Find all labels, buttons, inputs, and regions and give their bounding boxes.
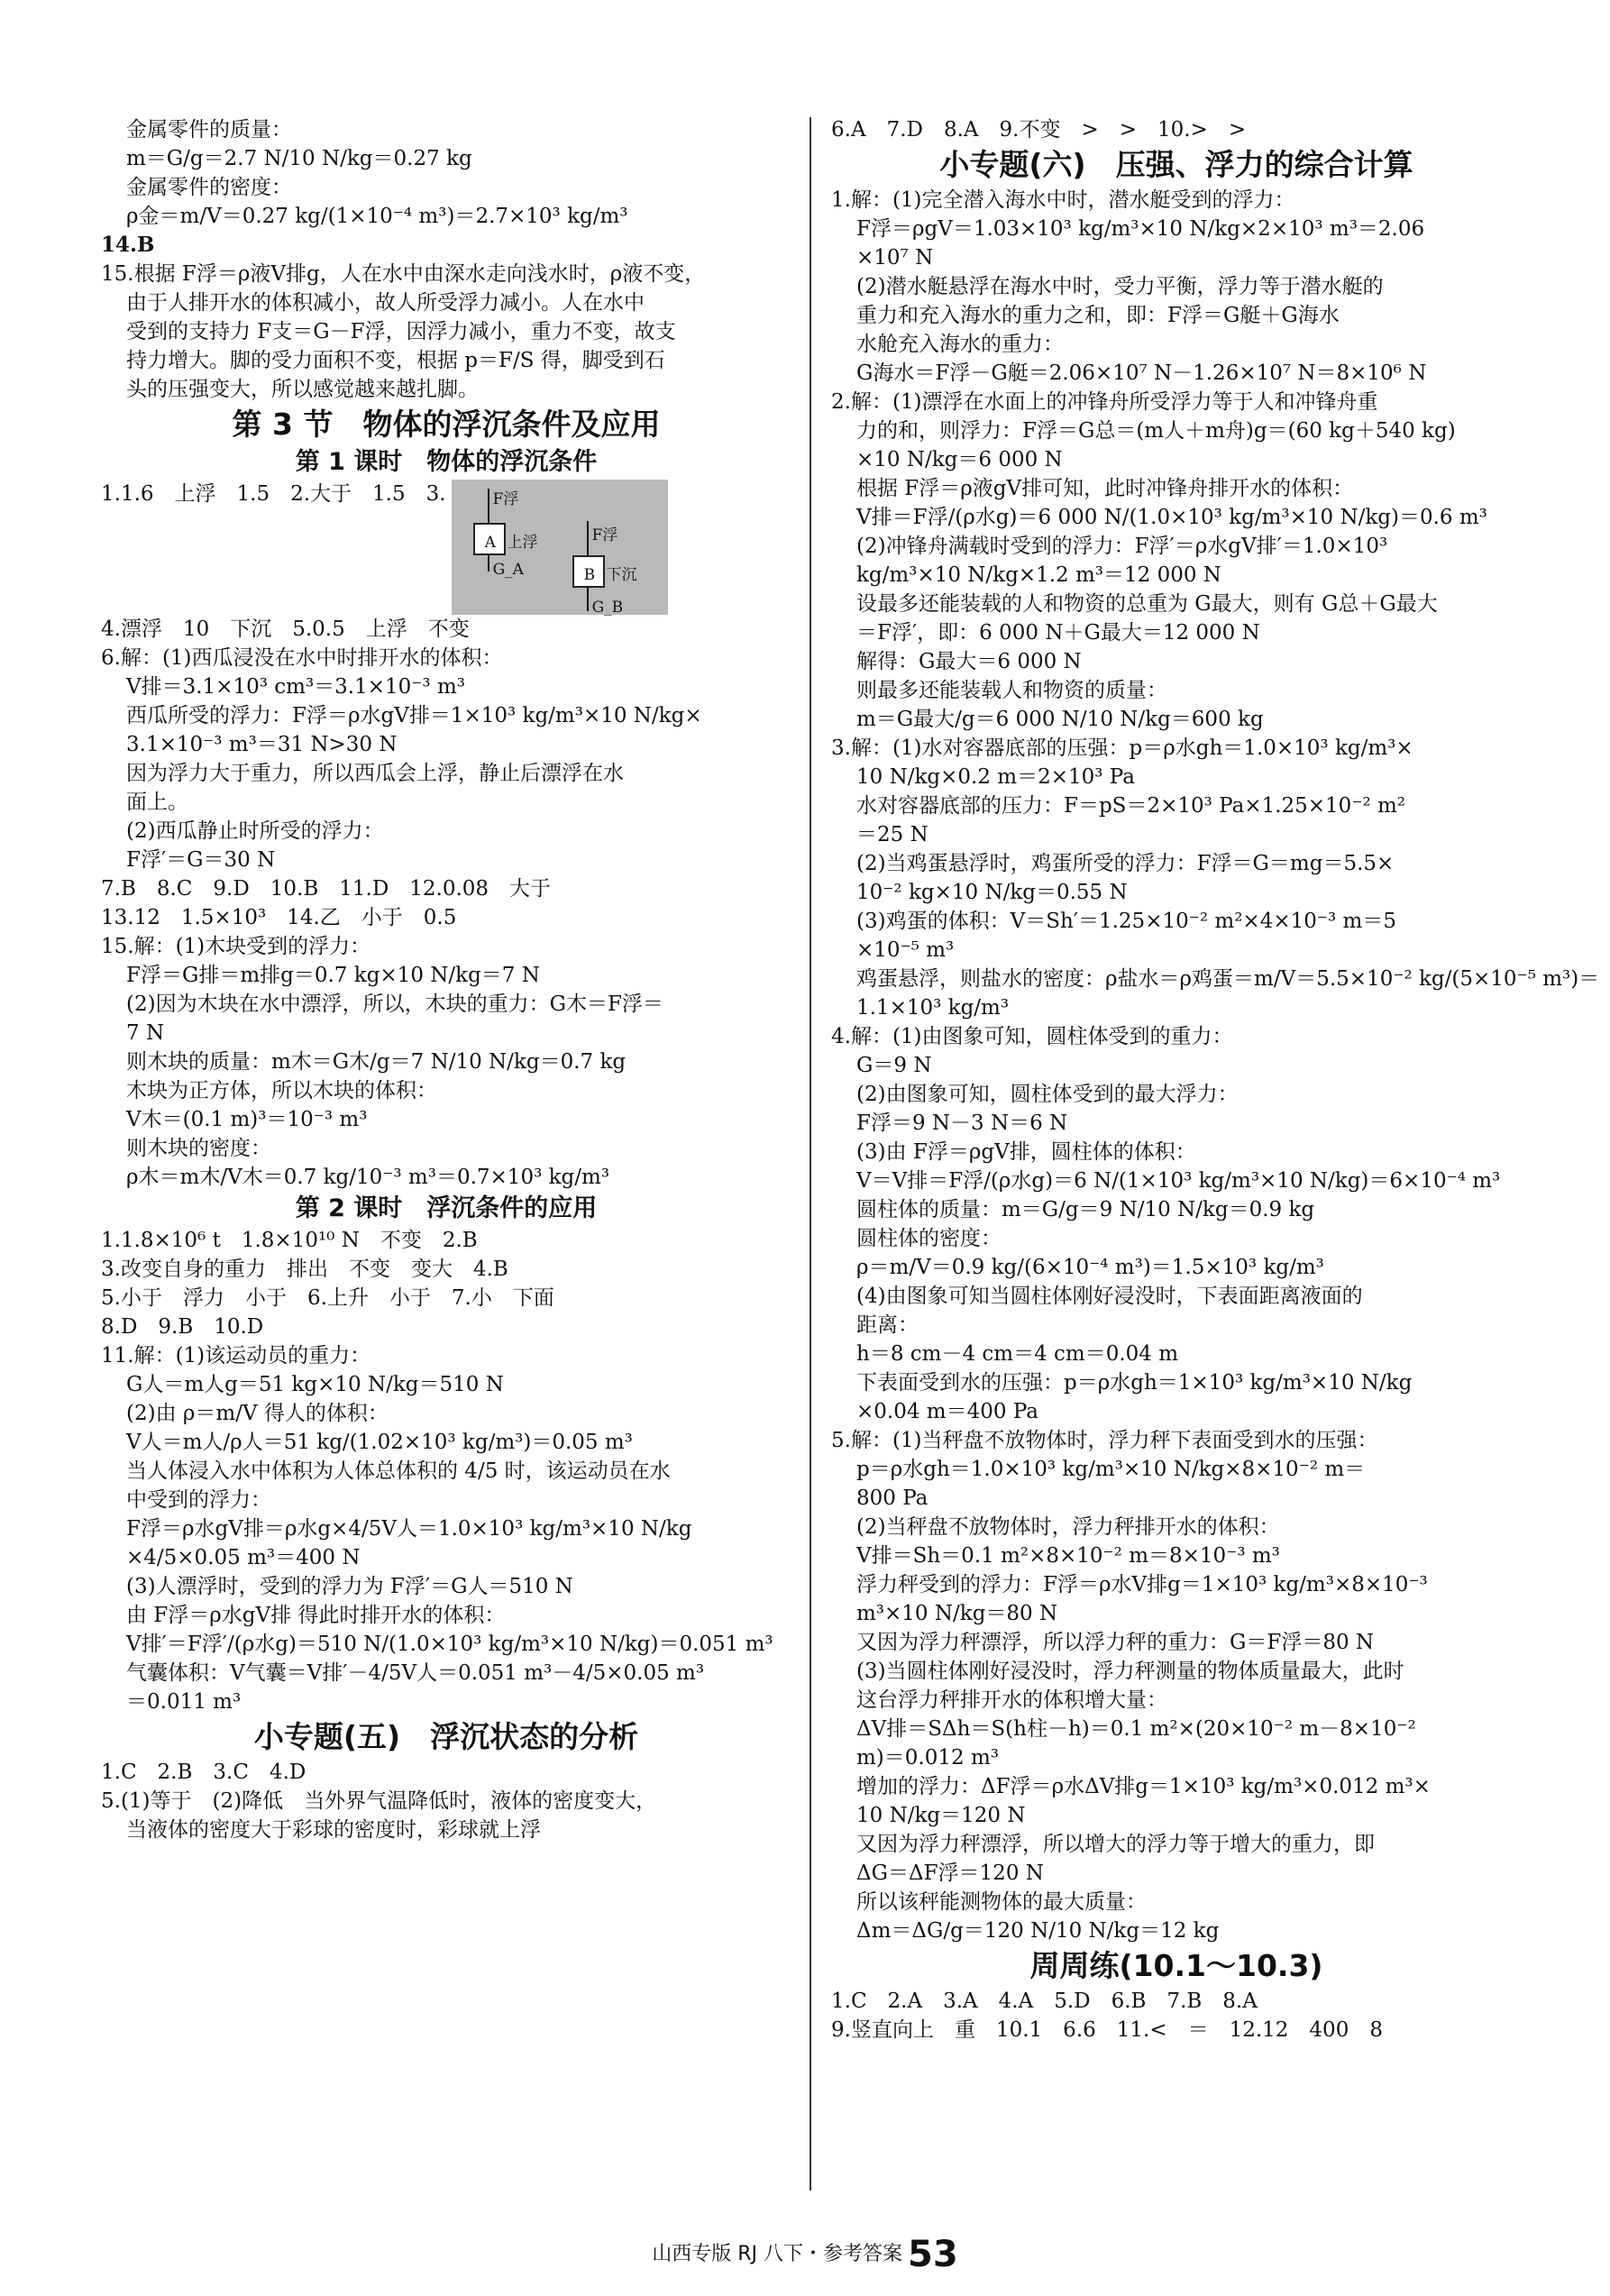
text-line: 10 N/kg＝120 N — [856, 1804, 1026, 1827]
text-line: 则最多还能装载人和物资的质量： — [856, 679, 1167, 702]
text-line: 鸡蛋悬浮，则盐水的密度：ρ盐水＝ρ鸡蛋＝m/V＝5.5×10⁻² kg/(5×10⁻⁵ m³)＝ — [856, 967, 1600, 991]
text-line: V排′＝F浮′/(ρ水g)＝510 N/(1.0×10³ kg/m³×10 N/kg)＝0.051 m³ — [126, 1633, 773, 1656]
answer-text: 1.1.6 上浮 1.5 2.大于 1.5 3. — [101, 482, 446, 506]
answer-line: 2.解：(1)漂浮在水面上的冲锋舟所受浮力等于人和冲锋舟重 — [831, 390, 1378, 414]
text-line: F浮′＝G＝30 N — [126, 848, 276, 872]
answer-line: 15.根据 F浮＝ρ液V排g，人在水中由深水走向浅水时，ρ液不变， — [101, 262, 706, 286]
text-line: ＝25 N — [856, 823, 928, 846]
text-line: ρ金＝m/V＝0.27 kg/(1×10⁻⁴ m³)＝2.7×10³ kg/m³ — [126, 205, 628, 228]
text-line: 浮力秤受到的浮力：F浮＝ρ水V排g＝1×10³ kg/m³×8×10⁻³ — [856, 1573, 1428, 1596]
text-line: 由 F浮＝ρ水gV排 得此时排开水的体积： — [126, 1604, 506, 1627]
text-line: (2)因为木块在水中漂浮，所以，木块的重力：G木＝F浮＝ — [126, 992, 663, 1016]
text-line: 距离： — [856, 1313, 919, 1337]
figure-label: A — [484, 534, 496, 552]
text-line: 则木块的质量：m木＝G木/g＝7 N/10 N/kg＝0.7 kg — [126, 1050, 627, 1074]
text-line: 7 N — [126, 1021, 165, 1045]
text-line: (2)潜水艇悬浮在海水中时，受力平衡，浮力等于潜水艇的 — [856, 275, 1384, 298]
text-line: ρ＝m/V＝0.9 kg/(6×10⁻⁴ m³)＝1.5×10³ kg/m³ — [856, 1256, 1324, 1279]
text-line: (3)当圆柱体刚好浸没时，浮力秤测量的物体质量最大，此时 — [856, 1660, 1404, 1683]
text-line: V排＝3.1×10³ cm³＝3.1×10⁻³ m³ — [126, 675, 465, 699]
text-line: 下表面受到水的压强：p＝ρ水gh＝1×10³ kg/m³×10 N/kg — [856, 1371, 1413, 1395]
text-line: 设最多还能装载的人和物资的总重为 G最大，则有 G总＋G最大 — [856, 592, 1438, 616]
text-line: 由于人排开水的体积减小，故人所受浮力减小。人在水中 — [126, 291, 645, 315]
lesson-heading: 第 1 课时 物体的浮沉条件 — [295, 448, 598, 476]
text-line: 力的和，则浮力：F浮＝G总＝(m人＋m舟)g＝(60 kg＋540 kg) — [856, 419, 1456, 443]
text-line: ×10⁻⁵ m³ — [856, 938, 955, 962]
answer-line — [101, 480, 791, 615]
text-line: 水对容器底部的压力：F＝pS＝2×10³ Pa×1.25×10⁻² m² — [856, 794, 1406, 818]
answer-line: 5.小于 浮力 小于 6.上升 小于 7.小 下面 — [101, 1286, 554, 1310]
text-line: ×10⁷ N — [856, 246, 934, 270]
text-line: F浮＝9 N－3 N＝6 N — [856, 1111, 1068, 1135]
text-line: G海水＝F浮－G艇＝2.06×10⁷ N－1.26×10⁷ N＝8×10⁶ N — [856, 361, 1427, 385]
text-line: m)＝0.012 m³ — [856, 1746, 999, 1770]
buoyancy-arrow-b — [587, 521, 589, 557]
answer-line: 3.改变自身的重力 排出 不变 变大 4.B — [101, 1258, 508, 1281]
text-line: m³×10 N/kg＝80 N — [856, 1602, 1058, 1625]
text-line: Δm＝ΔG/g＝120 N/10 N/kg＝12 kg — [856, 1919, 1220, 1943]
footer-text: 山西专版 RJ 八下・参考答案 — [652, 2243, 903, 2265]
text-line: m＝G/g＝2.7 N/10 N/kg＝0.27 kg — [126, 147, 472, 170]
left-column — [101, 115, 791, 1844]
topic-heading: 周周练(10.1～10.3) — [1029, 1948, 1323, 1983]
answer-line: 7.B 8.C 9.D 10.B 11.D 12.0.08 大于 — [101, 877, 552, 901]
text-line: (2)冲锋舟满载时受到的浮力：F浮′＝ρ水gV排′＝1.0×10³ — [856, 535, 1388, 558]
text-line: ×10 N/kg＝6 000 N — [856, 448, 1063, 471]
gravity-arrow-b — [587, 588, 589, 611]
figure-label: F浮 — [591, 526, 618, 544]
answer-line: 5.(1)等于 (2)降低 当外界气温降低时，液体的密度变大， — [101, 1789, 657, 1813]
text-line: 这台浮力秤排开水的体积增大量： — [856, 1688, 1167, 1712]
answer-line: 4.解：(1)由图象可知，圆柱体受到的重力： — [831, 1025, 1233, 1048]
lesson-heading: 第 2 课时 浮沉条件的应用 — [295, 1194, 598, 1222]
answer-line: 15.解：(1)木块受到的浮力： — [101, 935, 371, 958]
section-heading: 第 3 节 物体的浮沉条件及应用 — [232, 407, 661, 442]
text-line: ＝0.011 m³ — [126, 1690, 242, 1714]
answer-line: 4.漂浮 10 下沉 5.0.5 上浮 不变 — [101, 617, 470, 641]
text-line: 所以该秤能测物体的最大质量： — [856, 1890, 1147, 1914]
text-line: V＝V排＝F浮/(ρ水g)＝6 N/(1×10³ kg/m³×10 N/kg)＝6×10⁻⁴ m³ — [856, 1169, 1501, 1193]
buoyancy-arrow-a — [488, 489, 489, 525]
text-line: (2)当鸡蛋悬浮时，鸡蛋所受的浮力：F浮＝G＝mg＝5.5× — [856, 852, 1395, 875]
column-divider — [810, 117, 811, 2191]
text-line: 头的压强变大，所以感觉越来越扎脚。 — [126, 378, 479, 401]
text-line: V排＝F浮/(ρ水g)＝6 000 N/(1.0×10³ kg/m³×10 N/kg)＝0.6 m³ — [856, 506, 1487, 529]
answer-line: 6.解：(1)西瓜浸没在水中时排开水的体积： — [101, 646, 503, 670]
answer-line: 8.D 9.B 10.D — [101, 1315, 264, 1339]
text-line: 持力增大。脚的受力面积不变，根据 p＝F/S 得，脚受到石 — [126, 349, 665, 372]
text-line: 1.1×10³ kg/m³ — [856, 996, 1010, 1020]
text-line: 圆柱体的质量：m＝G/g＝9 N/10 N/kg＝0.9 kg — [856, 1198, 1315, 1221]
text-line: 当人体浸入水中体积为人体总体积的 4/5 时，该运动员在水 — [126, 1459, 671, 1483]
text-line: 则木块的密度： — [126, 1137, 271, 1160]
text-line: ΔV排＝SΔh＝S(h柱－h)＝0.1 m²×(20×10⁻² m－8×10⁻² — [856, 1717, 1416, 1741]
text-line: ×0.04 m＝400 Pa — [856, 1400, 1038, 1423]
text-line: 水舱充入海水的重力： — [856, 333, 1064, 356]
figure-label: G_A — [492, 561, 524, 579]
text-line: (2)由图象可知，圆柱体受到的最大浮力： — [856, 1083, 1239, 1106]
page-number: 53 — [908, 2234, 958, 2275]
text-line: 中受到的浮力： — [126, 1488, 271, 1512]
text-line: h＝8 cm－4 cm＝4 cm＝0.04 m — [856, 1342, 1179, 1366]
answer-line: 1.C 2.A 3.A 4.A 5.D 6.B 7.B 8.A — [831, 1990, 1258, 2013]
text-line: G人＝m人g＝51 kg×10 N/kg＝510 N — [126, 1373, 504, 1396]
answer-line: 3.解：(1)水对容器底部的压强：p＝ρ水gh＝1.0×10³ kg/m³× — [831, 736, 1413, 760]
answer-line: 9.竖直向上 重 10.1 6.6 11.< ＝ 12.12 400 8 — [831, 2018, 1383, 2042]
figure-label: 下沉 — [606, 566, 637, 584]
text-line: 当液体的密度大于彩球的密度时，彩球就上浮 — [126, 1818, 541, 1842]
answer-line: 1.C 2.B 3.C 4.D — [101, 1761, 306, 1784]
answer-line: 6.A 7.D 8.A 9.不变 > > 10.> > — [831, 118, 1247, 142]
text-line: F浮＝G排＝m排g＝0.7 kg×10 N/kg＝7 N — [126, 964, 540, 987]
text-line: 西瓜所受的浮力：F浮＝ρ水gV排＝1×10³ kg/m³×10 N/kg× — [126, 704, 702, 727]
text-line: 又因为浮力秤漂浮，所以浮力秤的重力：G＝F浮＝80 N — [856, 1631, 1375, 1654]
text-line: V木＝(0.1 m)³＝10⁻³ m³ — [126, 1108, 368, 1131]
answer-line: 11.解：(1)该运动员的重力： — [101, 1344, 371, 1368]
text-line: 增加的浮力：ΔF浮＝ρ水ΔV排g＝1×10³ kg/m³×0.012 m³× — [856, 1775, 1431, 1798]
text-line: kg/m³×10 N/kg×1.2 m³＝12 000 N — [856, 563, 1221, 587]
text-line: 3.1×10⁻³ m³＝31 N>30 N — [126, 733, 398, 756]
text-line: V人＝m人/ρ人＝51 kg/(1.02×10³ kg/m³)＝0.05 m³ — [126, 1431, 633, 1454]
answer-line: 1.解：(1)完全潜入海水中时，潜水艇受到的浮力： — [831, 188, 1295, 212]
text-line: 800 Pa — [856, 1486, 928, 1510]
text-line: (4)由图象可知当圆柱体刚好浸没时，下表面距离液面的 — [856, 1285, 1363, 1308]
text-line: F浮＝ρgV＝1.03×10³ kg/m³×10 N/kg×2×10³ m³＝2.06 — [856, 217, 1425, 241]
answer-line: 14.B — [101, 233, 155, 257]
text-line: 圆柱体的密度： — [856, 1227, 1002, 1250]
text-line: (2)当秤盘不放物体时，浮力秤排开水的体积： — [856, 1515, 1280, 1539]
text-line: (2)西瓜静止时所受的浮力： — [126, 819, 384, 843]
text-line: 受到的支持力 F支＝G－F浮，因浮力减小，重力不变，故支 — [126, 320, 676, 343]
text-line: 木块为正方体，所以木块的体积： — [126, 1079, 437, 1102]
figure-label: 上浮 — [507, 534, 538, 552]
text-line: (3)由 F浮＝ρgV排，圆柱体的体积： — [856, 1140, 1196, 1164]
text-line: G＝9 N — [856, 1054, 932, 1077]
text-line: 解得：G最大＝6 000 N — [856, 650, 1082, 673]
text-line: 气囊体积：V气囊＝V排′－4/5V人＝0.051 m³－4/5×0.05 m³ — [126, 1661, 705, 1685]
text-line: 10 N/kg×0.2 m＝2×10³ Pa — [856, 765, 1135, 789]
text-line: 又因为浮力秤漂浮，所以增大的浮力等于增大的重力，即 — [856, 1833, 1375, 1856]
text-line: 金属零件的密度： — [126, 176, 292, 199]
float-sink-figure — [452, 480, 668, 615]
text-line: p＝ρ水gh＝1.0×10³ kg/m³×10 N/kg×8×10⁻² m＝ — [856, 1458, 1366, 1481]
text-line: V排＝Sh＝0.1 m²×8×10⁻² m＝8×10⁻³ m³ — [856, 1544, 1280, 1568]
text-line: 根据 F浮＝ρ液gV排可知，此时冲锋舟排开水的体积： — [856, 477, 1354, 500]
topic-heading: 小专题(五) 浮沉状态的分析 — [253, 1719, 639, 1754]
text-line: ×4/5×0.05 m³＝400 N — [126, 1546, 361, 1569]
answer-line: 13.12 1.5×10³ 14.乙 小于 0.5 — [101, 906, 457, 929]
text-line: 重力和充入海水的重力之和，即：F浮＝G艇＋G海水 — [856, 304, 1340, 327]
right-column — [831, 115, 1600, 2044]
figure-label: F浮 — [492, 490, 519, 508]
topic-heading: 小专题(六) 压强、浮力的综合计算 — [939, 147, 1413, 182]
text-line: (2)由 ρ＝m/V 得人的体积： — [126, 1402, 389, 1425]
answer-line: 1.1.8×10⁶ t 1.8×10¹⁰ N 不变 2.B — [101, 1229, 478, 1252]
text-line: 10⁻² kg×10 N/kg＝0.55 N — [856, 881, 1128, 904]
answer-line: 5.解：(1)当秤盘不放物体时，浮力秤下表面受到水的压强： — [831, 1429, 1378, 1452]
figure-label: G_B — [591, 599, 624, 617]
text-line: ρ木＝m木/V木＝0.7 kg/10⁻³ m³＝0.7×10³ kg/m³ — [126, 1166, 610, 1189]
text-line: (3)人漂浮时，受到的浮力为 F浮′＝G人＝510 N — [126, 1575, 573, 1598]
gravity-arrow-a — [488, 555, 489, 572]
text-line: 因为浮力大于重力，所以西瓜会上浮，静止后漂浮在水 — [126, 762, 624, 785]
text-line: 面上。 — [126, 791, 188, 814]
figure-label: B — [583, 566, 596, 584]
text-line: m＝G最大/g＝6 000 N/10 N/kg＝600 kg — [856, 708, 1264, 731]
text-line: ＝F浮′，即：6 000 N＋G最大＝12 000 N — [856, 621, 1260, 645]
text-line: F浮＝ρ水gV排＝ρ水g×4/5V人＝1.0×10³ kg/m³×10 N/kg — [126, 1517, 692, 1541]
text-line: 金属零件的质量： — [126, 118, 292, 142]
page-footer — [0, 2234, 1610, 2275]
text-line: (3)鸡蛋的体积：V＝Sh′＝1.25×10⁻² m²×4×10⁻³ m＝5 — [856, 910, 1396, 933]
text-line: ΔG＝ΔF浮＝120 N — [856, 1861, 1044, 1885]
